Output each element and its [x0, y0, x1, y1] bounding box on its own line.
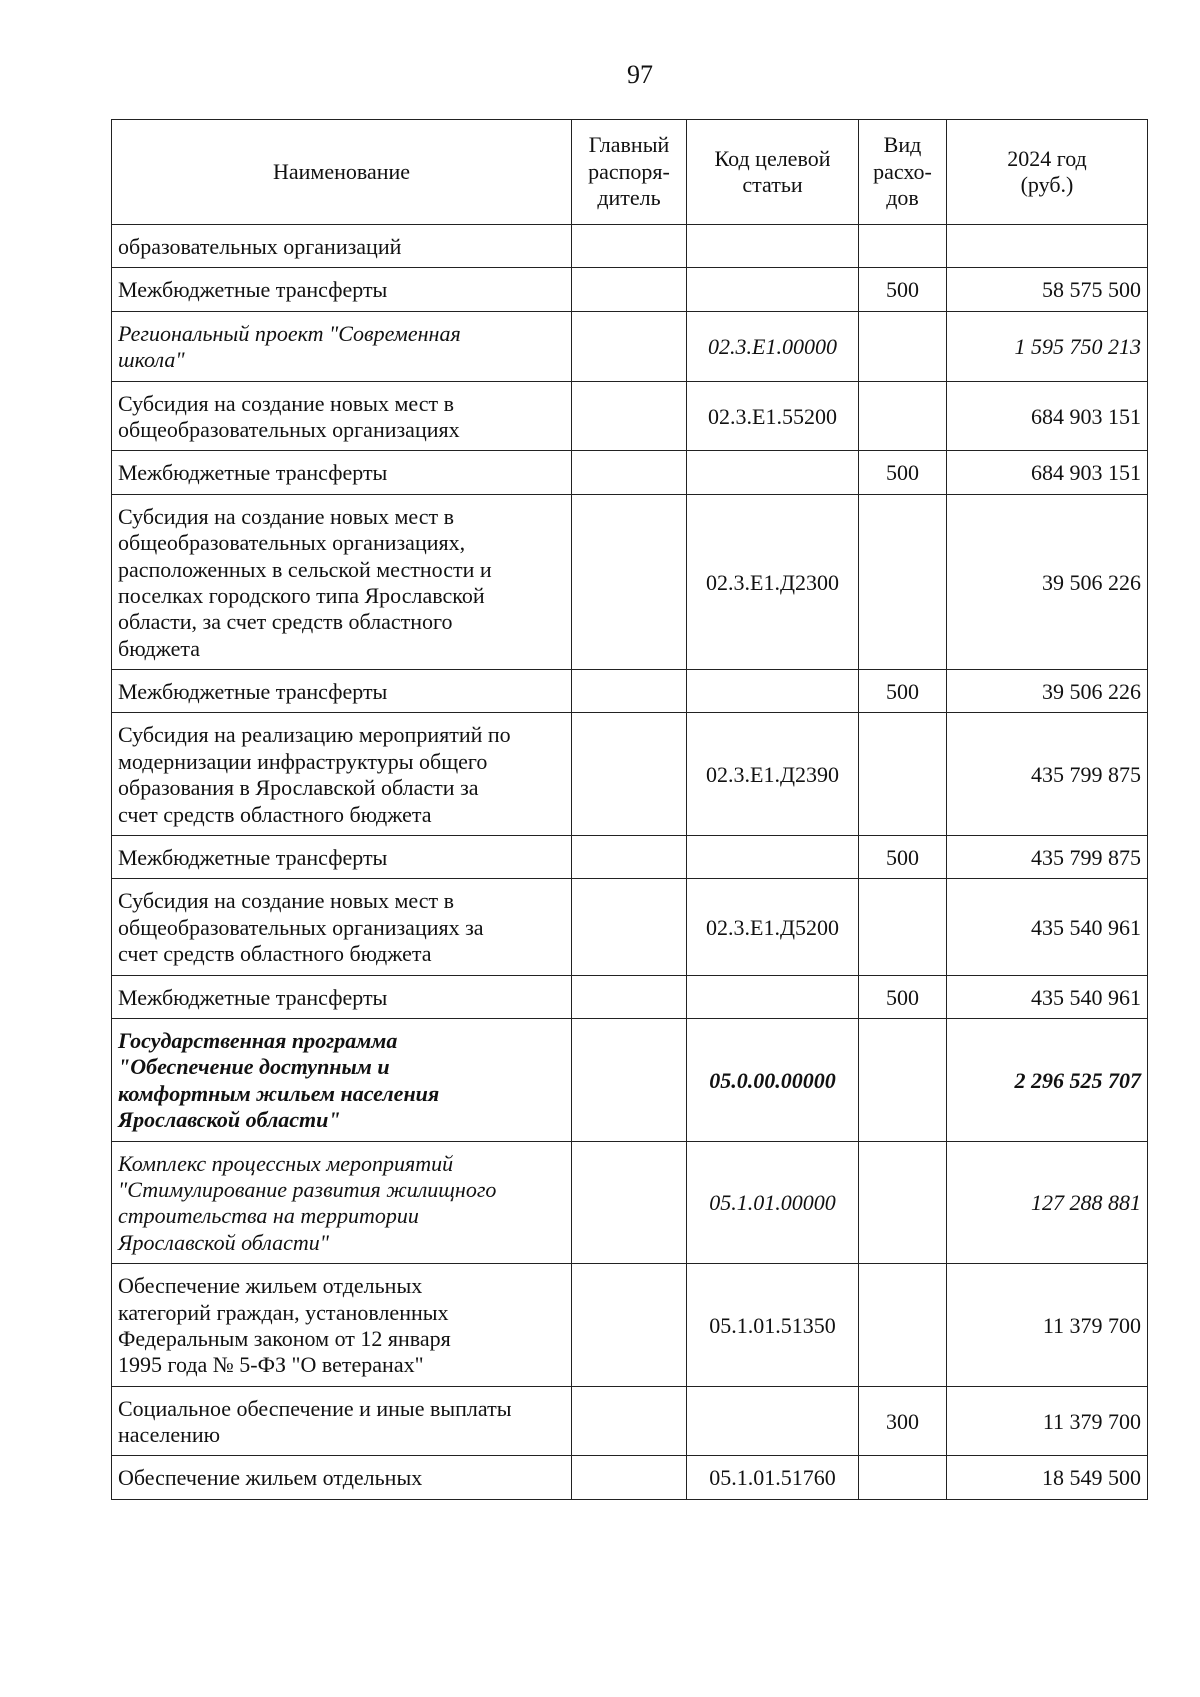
cell-amount: [947, 225, 1148, 268]
cell-name: Межбюджетные трансферты: [112, 451, 572, 494]
budget-table: [111, 119, 1148, 1500]
cell-admin: [572, 1141, 687, 1264]
cell-kind: 300: [859, 1386, 947, 1456]
table-row: [112, 451, 1148, 494]
cell-code: 05.1.01.51760: [687, 1456, 859, 1499]
table-row: [112, 225, 1148, 268]
cell-kind: [859, 1018, 947, 1141]
cell-kind: [859, 713, 947, 836]
cell-name: Межбюджетные трансферты: [112, 836, 572, 879]
cell-code: [687, 1386, 859, 1456]
cell-code: [687, 670, 859, 713]
cell-admin: [572, 225, 687, 268]
table-row: [112, 975, 1148, 1018]
cell-amount: 684 903 151: [947, 451, 1148, 494]
cell-admin: [572, 670, 687, 713]
cell-kind: 500: [859, 836, 947, 879]
cell-kind: [859, 311, 947, 381]
cell-name: Субсидия на реализацию мероприятий по модернизации инфраструктуры общего образования в Ярославской области за счет средств областного бюджета: [112, 713, 572, 836]
cell-amount: 11 379 700: [947, 1264, 1148, 1387]
table-row: [112, 1456, 1148, 1499]
cell-name: Обеспечение жильем отдельных: [112, 1456, 572, 1499]
cell-amount: 39 506 226: [947, 494, 1148, 669]
cell-admin: [572, 451, 687, 494]
table-row: [112, 713, 1148, 836]
cell-admin: [572, 713, 687, 836]
cell-name: Межбюджетные трансферты: [112, 975, 572, 1018]
table-row: [112, 1018, 1148, 1141]
cell-admin: [572, 879, 687, 975]
cell-admin: [572, 494, 687, 669]
cell-code: 05.1.01.51350: [687, 1264, 859, 1387]
cell-kind: 500: [859, 670, 947, 713]
cell-name: Обеспечение жильем отдельных категорий граждан, установленных Федеральным законом от 12 января 1995 года № 5-ФЗ "О ветеранах": [112, 1264, 572, 1387]
table-row: [112, 879, 1148, 975]
cell-amount: 18 549 500: [947, 1456, 1148, 1499]
cell-code: [687, 451, 859, 494]
cell-kind: [859, 1264, 947, 1387]
cell-kind: [859, 1141, 947, 1264]
table-row: [112, 836, 1148, 879]
cell-name: Комплекс процессных мероприятий "Стимулирование развития жилищного строительства на территории Ярославской области": [112, 1141, 572, 1264]
table-row: [112, 1141, 1148, 1264]
column-header-kind: Вид расхо- дов: [859, 120, 947, 225]
column-header-amount: 2024 год (руб.): [947, 120, 1148, 225]
table-row: [112, 268, 1148, 311]
cell-amount: 435 799 875: [947, 713, 1148, 836]
cell-code: 05.0.00.00000: [687, 1018, 859, 1141]
cell-amount: 58 575 500: [947, 268, 1148, 311]
cell-kind: [859, 381, 947, 451]
page-number: 97: [627, 60, 653, 89]
table-row: [112, 494, 1148, 669]
cell-kind: [859, 1456, 947, 1499]
cell-admin: [572, 1018, 687, 1141]
cell-admin: [572, 268, 687, 311]
column-header-admin: Главный распоря- дитель: [572, 120, 687, 225]
cell-code: [687, 975, 859, 1018]
cell-amount: 435 540 961: [947, 975, 1148, 1018]
cell-amount: 39 506 226: [947, 670, 1148, 713]
cell-name: Государственная программа "Обеспечение доступным и комфортным жильем населения Ярославской области": [112, 1018, 572, 1141]
cell-admin: [572, 381, 687, 451]
cell-kind: [859, 879, 947, 975]
cell-code: 05.1.01.00000: [687, 1141, 859, 1264]
cell-code: [687, 268, 859, 311]
column-header-name: Наименование: [112, 120, 572, 225]
cell-admin: [572, 1456, 687, 1499]
cell-name: Субсидия на создание новых мест в общеобразовательных организациях за счет средств областного бюджета: [112, 879, 572, 975]
table-row: [112, 381, 1148, 451]
cell-name: Субсидия на создание новых мест в общеобразовательных организациях: [112, 381, 572, 451]
table-header-row: [112, 120, 1148, 225]
cell-code: [687, 836, 859, 879]
table-row: [112, 1264, 1148, 1387]
table-row: [112, 1386, 1148, 1456]
cell-name: Межбюджетные трансферты: [112, 670, 572, 713]
cell-code: 02.3.Е1.Д2390: [687, 713, 859, 836]
cell-code: [687, 225, 859, 268]
cell-amount: 2 296 525 707: [947, 1018, 1148, 1141]
table-row: [112, 311, 1148, 381]
cell-name: Социальное обеспечение и иные выплаты населению: [112, 1386, 572, 1456]
cell-admin: [572, 311, 687, 381]
cell-code: 02.3.Е1.00000: [687, 311, 859, 381]
table-body: [112, 225, 1148, 1500]
cell-name: образовательных организаций: [112, 225, 572, 268]
cell-amount: 127 288 881: [947, 1141, 1148, 1264]
cell-amount: 11 379 700: [947, 1386, 1148, 1456]
cell-kind: [859, 225, 947, 268]
cell-admin: [572, 836, 687, 879]
cell-amount: 435 540 961: [947, 879, 1148, 975]
column-header-code: Код целевой статьи: [687, 120, 859, 225]
cell-name: Региональный проект "Современная школа": [112, 311, 572, 381]
cell-admin: [572, 1264, 687, 1387]
cell-code: 02.3.Е1.Д5200: [687, 879, 859, 975]
cell-code: 02.3.Е1.55200: [687, 381, 859, 451]
cell-kind: 500: [859, 451, 947, 494]
cell-amount: 435 799 875: [947, 836, 1148, 879]
cell-amount: 1 595 750 213: [947, 311, 1148, 381]
cell-kind: 500: [859, 268, 947, 311]
cell-name: Субсидия на создание новых мест в общеобразовательных организациях, расположенных в сельской местности и поселках городского типа Ярославской области, за счет средств областного бюджета: [112, 494, 572, 669]
cell-kind: [859, 494, 947, 669]
table-row: [112, 670, 1148, 713]
cell-admin: [572, 975, 687, 1018]
cell-name: Межбюджетные трансферты: [112, 268, 572, 311]
cell-amount: 684 903 151: [947, 381, 1148, 451]
cell-kind: 500: [859, 975, 947, 1018]
cell-admin: [572, 1386, 687, 1456]
cell-code: 02.3.Е1.Д2300: [687, 494, 859, 669]
